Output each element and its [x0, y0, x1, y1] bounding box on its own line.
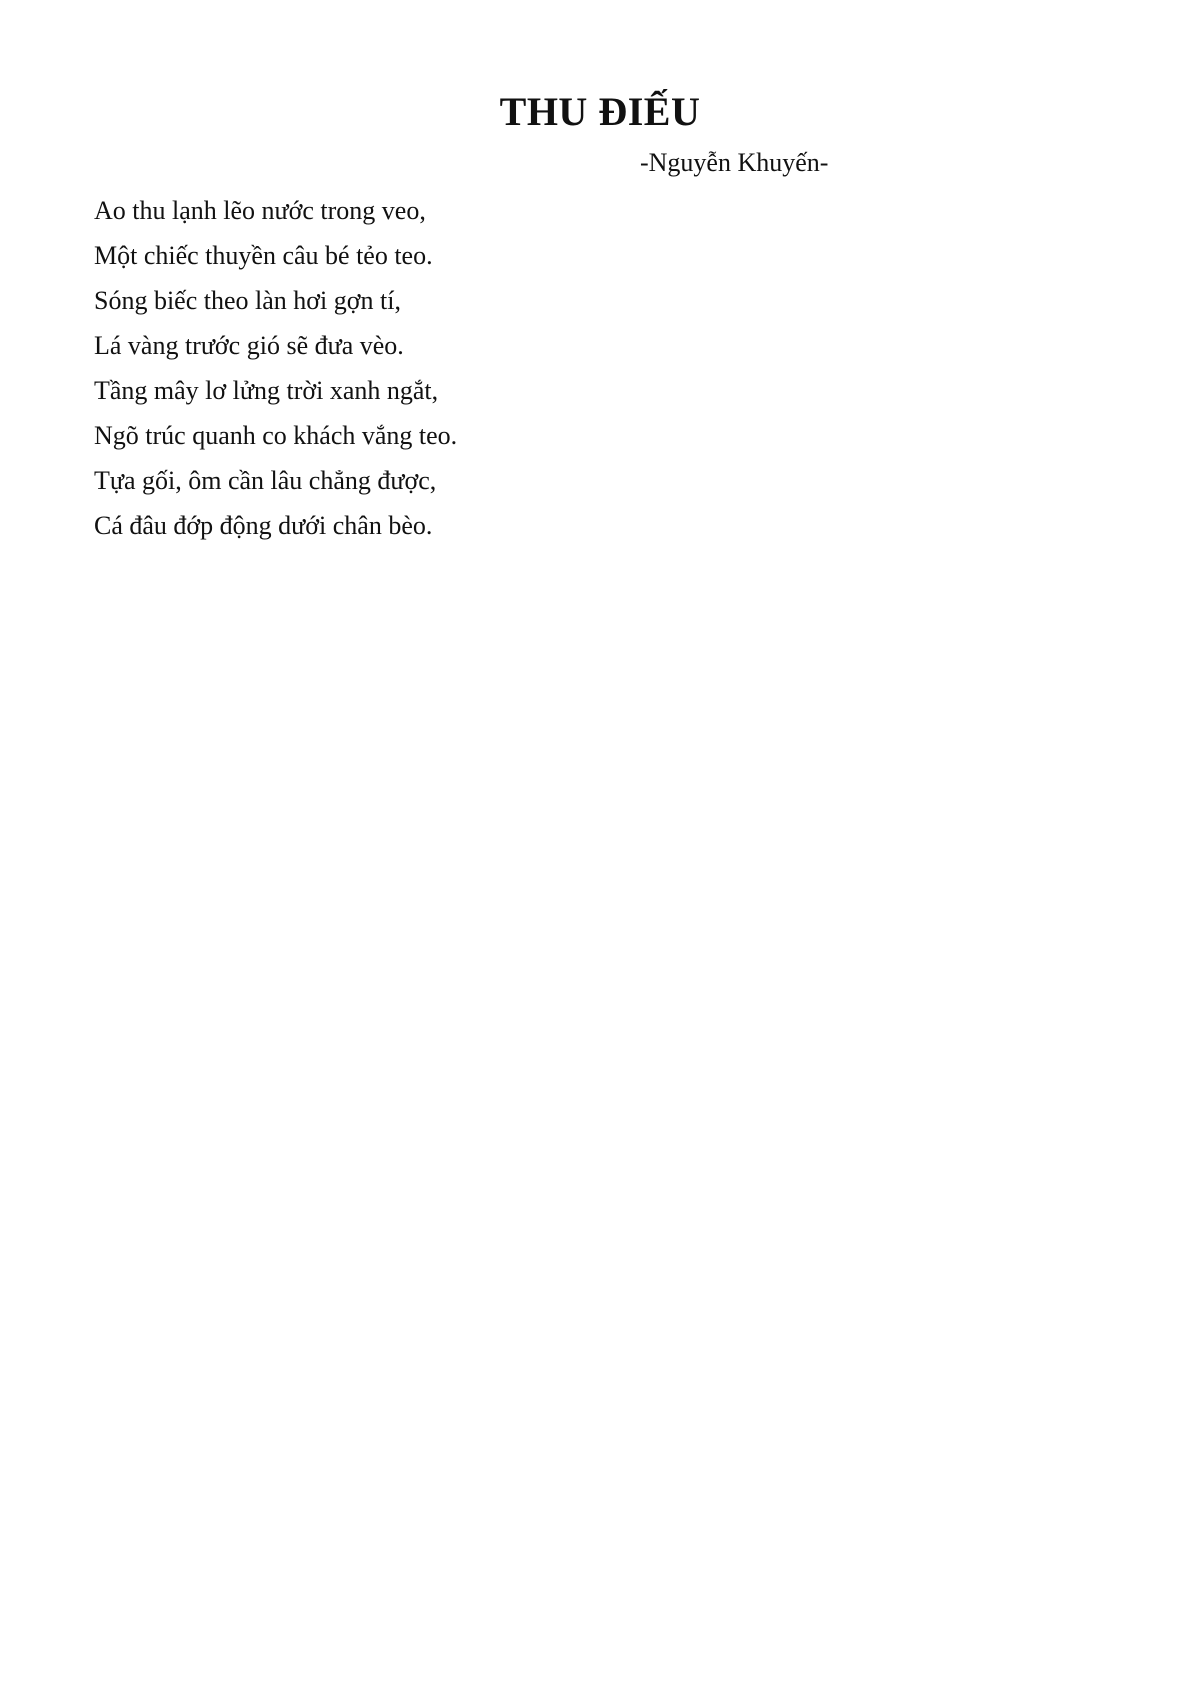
poem-line-3: Sóng biếc theo làn hơi gợn tí,: [94, 286, 401, 315]
poem-line-2: Một chiếc thuyền câu bé tẻo teo.: [94, 241, 433, 270]
poem-line-8: Cá đâu đớp động dưới chân bèo.: [94, 511, 433, 540]
poem-line-1: Ao thu lạnh lẽo nước trong veo,: [94, 196, 426, 225]
poem-body: [94, 188, 457, 548]
poem-line-6: Ngõ trúc quanh co khách vắng teo.: [94, 421, 458, 450]
poem-title: THU ĐIẾU: [499, 89, 701, 134]
poem-line-7: Tựa gối, ôm cần lâu chẳng được,: [94, 466, 437, 495]
poem-author: -Nguyễn Khuyến-: [640, 148, 829, 177]
poem-line-4: Lá vàng trước gió sẽ đưa vèo.: [94, 331, 404, 360]
poem-line-5: Tầng mây lơ lửng trời xanh ngắt,: [94, 376, 439, 405]
